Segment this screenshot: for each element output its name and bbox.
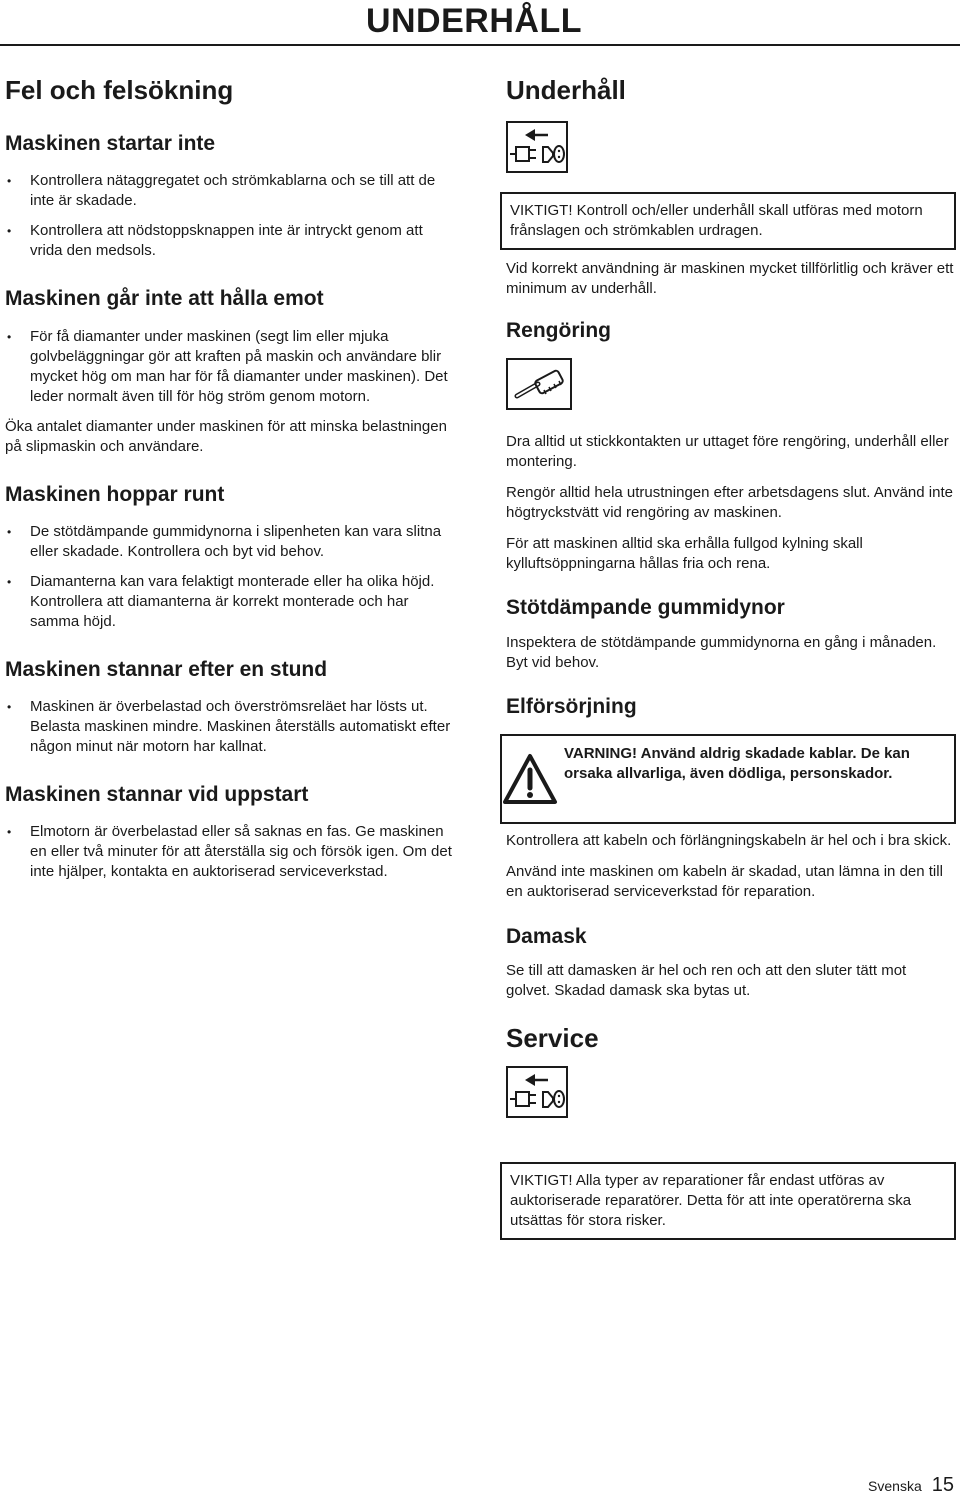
list-jumping bbox=[5, 522, 453, 632]
page-title: UNDERHÅLL bbox=[365, 2, 582, 40]
notice-text: VIKTIGT! Alla typer av reparationer får endast utföras av auktoriserade reparatörer. Detta för att inte operatörerna ska utsättas för stora risker. bbox=[510, 1172, 912, 1230]
list-stops-after-while bbox=[5, 697, 453, 757]
page-number: 15 bbox=[931, 1474, 954, 1496]
heading-stops-after-while: Maskinen stannar efter en stund bbox=[5, 657, 328, 681]
heading-cannot-hold: Maskinen går inte att hålla emot bbox=[5, 287, 324, 311]
paragraph-unplug: Dra alltid ut stickkontakten ur uttaget före rengöring, underhåll eller montering. bbox=[506, 433, 949, 471]
notice-box-maintenance bbox=[500, 192, 956, 250]
notice-text: VIKTIGT! Kontroll och/eller underhåll skall utföras med motorn frånslagen och strömkablen urdragen. bbox=[510, 202, 923, 240]
list-stops-at-startup bbox=[5, 822, 453, 882]
list-item: • Maskinen är överbelastad och överströmsreläet har lösts ut. Belasta maskinen mindre. Maskinen återställs automatiskt efter någon minut när motorn har kallnat. bbox=[5, 697, 453, 757]
list-cannot-hold bbox=[5, 327, 453, 407]
heading-power-supply: Elförsörjning bbox=[506, 694, 637, 718]
heading-cleaning: Rengöring bbox=[506, 319, 611, 343]
cleaning-brush-icon bbox=[506, 358, 572, 410]
list-item: • Kontrollera nätaggregatet och strömkablarna och se till att de inte är skadade. bbox=[5, 171, 453, 211]
heading-not-starting: Maskinen startar inte bbox=[5, 132, 216, 156]
list-item: • För få diamanter under maskinen (segt lim eller mjuka golvbeläggningar gör att kraften på maskin och användare blir mycket hög om man har för få diamanter under maskinen). Det leder normalt även till för hög ström genom motorn. bbox=[5, 327, 453, 407]
warning-text: VARNING! Använd aldrig skadade kablar. De kan orsaka allvarliga, även dödliga, personskador. bbox=[564, 744, 910, 782]
paragraph-damaged-cable: Använd inte maskinen om kabeln är skadad, utan lämna in den till en auktoriserad serviceverkstad för reparation. bbox=[506, 862, 943, 900]
notice-box-service bbox=[500, 1162, 956, 1240]
paragraph-inspect-pads: Inspektera de stötdämpande gummidynorna en gång i månaden. Byt vid behov. bbox=[506, 633, 937, 671]
footer-language: Svenska bbox=[868, 1478, 922, 1494]
section-title-maintenance: Underhåll bbox=[506, 75, 626, 105]
section-title-service: Service bbox=[506, 1022, 599, 1053]
paragraph-increase-diamonds: Öka antalet diamanter under maskinen för att minska belastningen på slipmaskin och användare. bbox=[5, 417, 447, 455]
warning-triangle-icon bbox=[502, 736, 558, 822]
paragraph-reliability: Vid korrekt användning är maskinen mycket tillförlitlig och kräver ett minimum av underhåll. bbox=[506, 260, 954, 298]
heading-jumping: Maskinen hoppar runt bbox=[5, 482, 225, 506]
list-item: • Diamanterna kan vara felaktigt monterade eller ha olika höjd. Kontrollera att diamanterna är korrekt monterade och har samma höjd. bbox=[5, 572, 453, 632]
heading-stops-at-startup: Maskinen stannar vid uppstart bbox=[5, 782, 309, 806]
page-header bbox=[0, 0, 960, 48]
warning-box bbox=[500, 734, 956, 824]
heading-boot: Damask bbox=[506, 924, 587, 948]
section-title-troubleshooting: Fel och felsökning bbox=[5, 75, 234, 105]
paragraph-check-cable: Kontrollera att kabeln och förlängningskabeln är hel och i bra skick. bbox=[506, 831, 952, 849]
heading-rubber-pads: Stötdämpande gummidynor bbox=[506, 596, 785, 620]
list-item: • Kontrollera att nödstoppsknappen inte är intryckt genom att vrida den medsols. bbox=[5, 221, 453, 261]
unplug-before-service-icon bbox=[506, 121, 568, 173]
paragraph-boot: Se till att damasken är hel och ren och att den sluter tätt mot golvet. Skadad damask ska bytas ut. bbox=[506, 961, 907, 999]
right-column bbox=[506, 60, 954, 1240]
paragraph-cooling: För att maskinen alltid ska erhålla fullgod kylning skall kylluftsöppningarna hållas fria och rena. bbox=[506, 535, 863, 573]
header-rule bbox=[0, 44, 960, 46]
list-item: • Elmotorn är överbelastad eller så saknas en fas. Ge maskinen en eller två minuter för att återställa sig och försök igen. Om det inte hjälper, kontakta en auktoriserad serviceverkstad. bbox=[5, 822, 453, 882]
paragraph-clean-daily: Rengör alltid hela utrustningen efter arbetsdagens slut. Använd inte högtryckstvätt vid rengöring av maskinen. bbox=[506, 484, 953, 522]
list-item: • De stötdämpande gummidynorna i slipenheten kan vara slitna eller skadade. Kontrollera och byt vid behov. bbox=[5, 522, 453, 562]
list-not-starting bbox=[5, 171, 453, 261]
left-column bbox=[5, 60, 453, 882]
unplug-before-service-icon bbox=[506, 1066, 568, 1118]
